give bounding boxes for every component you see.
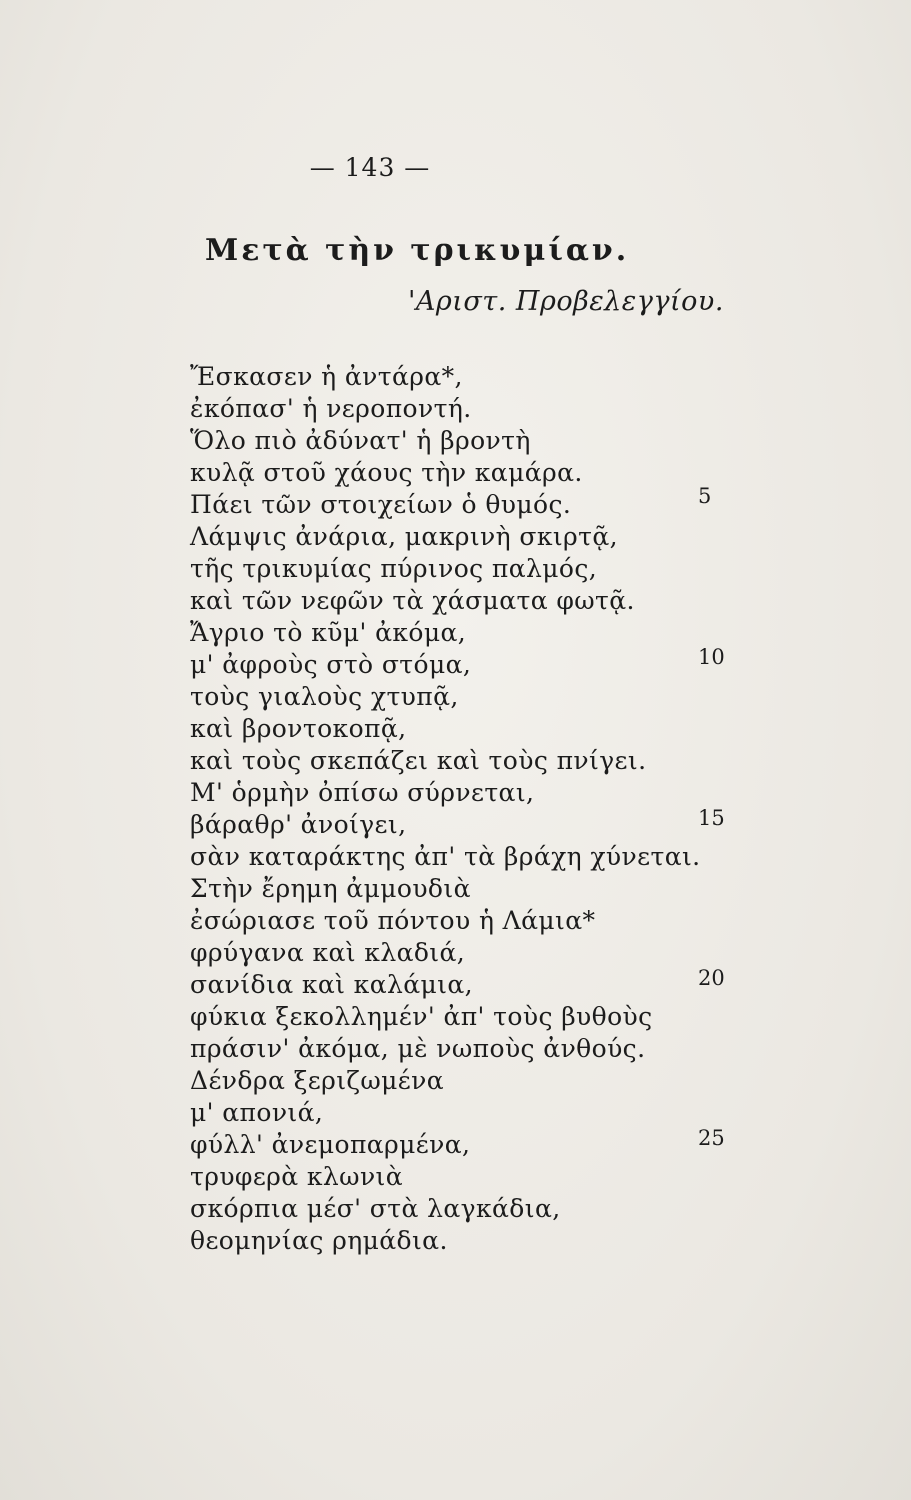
verse-line: μ' ἀφροὺς στὸ στόμα, <box>190 650 472 679</box>
poem-title: Μετὰ τὴν τρικυμίαν. <box>205 233 630 268</box>
verse-line: βάραθρ' ἀνοίγει, <box>190 810 407 839</box>
verse-line: φύκια ξεκολλημέν' ἀπ' τοὺς βυθοὺς <box>190 1002 653 1031</box>
verse-line: Λάμψις ἀνάρια, μακρινὴ σκιρτᾷ, <box>190 522 619 551</box>
verse-line: καὶ βροντοκοπᾷ, <box>190 714 407 743</box>
poem-author: 'Αριστ. Προβελεγγίου. <box>408 286 724 317</box>
verse-line: σανίδια καὶ καλάμια, <box>190 970 473 999</box>
verse-line: Ὅλο πιὸ ἀδύνατ' ἡ βροντὴ <box>190 426 531 455</box>
verse-line: ἐσώριασε τοῦ πόντου ἡ Λάμια* <box>190 906 596 935</box>
verse-line: Ἄγριο τὸ κῦμ' ἀκόμα, <box>190 618 467 647</box>
line-number: 20 <box>698 966 725 990</box>
verse-line: φρύγανα καὶ κλαδιά, <box>190 938 466 967</box>
verse-line: Πάει τῶν στοιχείων ὁ θυμός. <box>190 490 572 519</box>
line-number: 25 <box>698 1126 725 1150</box>
page-number: — 143 — <box>309 153 431 182</box>
verse-line: Δένδρα ξεριζωμένα <box>190 1066 445 1095</box>
line-number: 15 <box>698 806 725 830</box>
line-number: 10 <box>698 645 725 669</box>
verse-line: Ἔσκασεν ἡ ἀντάρα*, <box>190 362 463 391</box>
verse-line: καὶ τοὺς σκεπάζει καὶ τοὺς πνίγει. <box>190 746 647 775</box>
verse-line: κυλᾷ στοῦ χάους τὴν καμάρα. <box>190 458 583 487</box>
line-number: 5 <box>698 484 712 508</box>
verse-line: φύλλ' ἀνεμοπαρμένα, <box>190 1130 471 1159</box>
verse-line: τῆς τρικυμίας πύρινος παλμός, <box>190 554 598 583</box>
verse-line: καὶ τῶν νεφῶν τὰ χάσματα φωτᾷ. <box>190 586 635 615</box>
verse-line: θεομηνίας ρημάδια. <box>190 1226 448 1255</box>
verse-line: σκόρπια μέσ' στὰ λαγκάδια, <box>190 1194 561 1223</box>
verse-line: τοὺς γιαλοὺς χτυπᾷ, <box>190 682 459 711</box>
verse-line: μ' απονιά, <box>190 1098 324 1127</box>
verse-line: ἐκόπασ' ἡ νεροποντή. <box>190 394 472 423</box>
verse-line: σὰν καταράκτης ἀπ' τὰ βράχη χύνεται. <box>190 842 701 871</box>
verse-line: τρυφερὰ κλωνιὰ <box>190 1162 404 1191</box>
verse-line: Στὴν ἔρημη ἀμμουδιὰ <box>190 874 471 903</box>
verse-line: Μ' ὁρμὴν ὀπίσω σύρνεται, <box>190 778 535 807</box>
verse-line: πράσιν' ἀκόμα, μὲ νωποὺς ἀνθούς. <box>190 1034 646 1063</box>
